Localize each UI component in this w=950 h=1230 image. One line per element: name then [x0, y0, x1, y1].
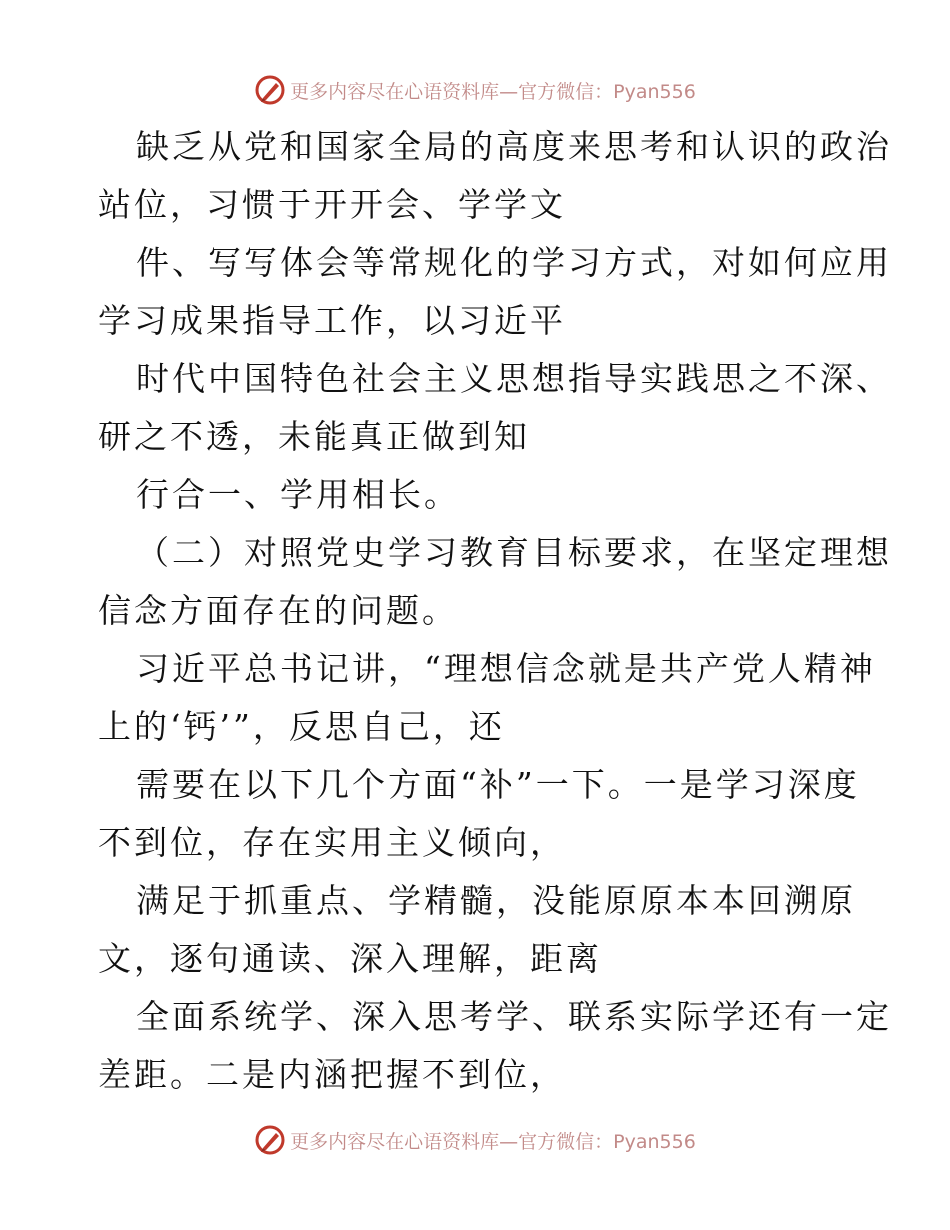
text-line: 习近平总书记讲，“理想信念就是共产党人精神 — [136, 649, 876, 688]
text-line: 上的‘钙’”，反思自己，还 — [98, 707, 505, 746]
text-line: 全面系统学、深入思考学、联系实际学还有一定 — [136, 997, 892, 1036]
header-banner-text: 更多内容尽在心语资料库—官方微信：Pyan556 — [290, 80, 696, 103]
text-line: 文，逐句通读、深入理解，距离 — [98, 939, 602, 978]
text-line: 行合一、学用相长。 — [136, 475, 460, 514]
text-line: 学习成果指导工作，以习近平 — [98, 301, 566, 340]
header-banner — [0, 70, 950, 110]
quill-pen-logo-icon — [254, 74, 286, 106]
quill-pen-logo-icon — [254, 1124, 286, 1156]
text-line: （二）对照党史学习教育目标要求，在坚定理想 — [136, 533, 892, 572]
footer-banner-text: 更多内容尽在心语资料库—官方微信：Pyan556 — [290, 1130, 696, 1153]
footer-banner — [0, 1120, 950, 1160]
text-line: 差距。二是内涵把握不到位， — [98, 1055, 566, 1094]
text-line: 站位，习惯于开开会、学学文 — [98, 185, 566, 224]
text-line: 信念方面存在的问题。 — [98, 591, 458, 630]
text-line: 不到位，存在实用主义倾向， — [98, 823, 566, 862]
text-line: 满足于抓重点、学精髓，没能原原本本回溯原 — [136, 881, 856, 920]
text-line: 研之不透，未能真正做到知 — [98, 417, 530, 456]
text-line: 需要在以下几个方面“补”一下。一是学习深度 — [136, 765, 860, 804]
text-line: 时代中国特色社会主义思想指导实践思之不深、 — [136, 359, 892, 398]
text-line: 缺乏从党和国家全局的高度来思考和认识的政治 — [136, 127, 892, 166]
document-body — [98, 118, 892, 1104]
text-line: 件、写写体会等常规化的学习方式，对如何应用 — [136, 243, 892, 282]
